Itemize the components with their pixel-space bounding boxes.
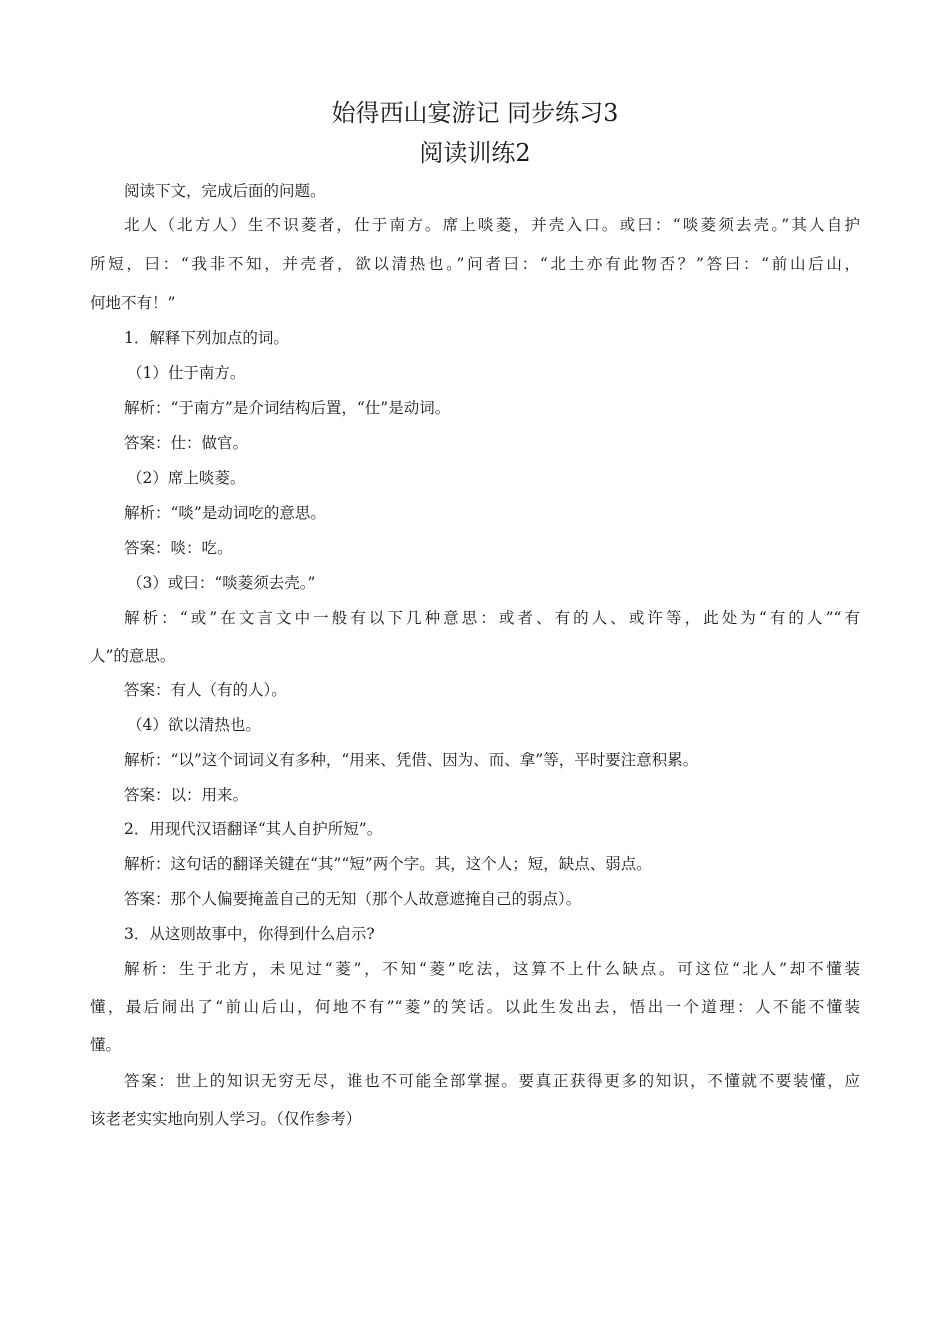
sub-question-line: （1）仕于南方。 (127, 364, 246, 382)
passage-line: 何地不有！” (90, 294, 176, 312)
sub-question-line: （2）席上啖菱。 (127, 469, 246, 487)
instruction-line: 阅读下文，完成后面的问题。 (124, 182, 326, 200)
passage-line: 所短，曰：“我非不知，并壳者，欲以清热也。”问者曰：“北土亦有此物否？”答曰：“前山后山， (90, 255, 860, 273)
analysis-line: 解析：“啖”是动词吃的意思。 (124, 504, 326, 522)
question-line: 2．用现代汉语翻译“其人自护所短”。 (124, 820, 383, 838)
answer-line: 答案：那个人偏要掩盖自己的无知（那个人故意遮掩自己的弱点）。 (124, 890, 582, 908)
document-subtitle: 阅读训练2 (419, 139, 531, 167)
answer-line: 答案：有人（有的人）。 (124, 681, 287, 699)
passage-line: 北人（北方人）生不识菱者，仕于南方。席上啖菱，并壳入口。或曰：“啖菱须去壳。”其人自护 (124, 216, 860, 234)
sub-question-line: （4）欲以清热也。 (127, 716, 261, 734)
answer-line: 答案：以：用来。 (124, 786, 249, 804)
answer-line: 答案：仕：做官。 (124, 434, 249, 452)
analysis-line: 解析：“以”这个词词义有多种，“用来、凭借、因为、而、拿”等，平时要注意积累。 (124, 751, 699, 769)
analysis-line: 解析：“于南方”是介词结构后置，“仕”是动词。 (124, 399, 451, 417)
analysis-line: 懂。 (90, 1036, 122, 1054)
document-title: 始得西山宴游记 同步练习3 (331, 99, 619, 127)
question-line: 3．从这则故事中，你得到什么启示? (124, 925, 375, 943)
answer-line: 答案：啖：吃。 (124, 539, 233, 557)
analysis-line: 人”的意思。 (90, 647, 176, 665)
analysis-line: 解析：生于北方，未见过“菱”，不知“菱”吃法，这算不上什么缺点。可这位“北人”却不懂装 (124, 960, 860, 978)
analysis-line: 解析：“或”在文言文中一般有以下几种意思：或者、有的人、或许等，此处为“有的人”“有 (124, 609, 860, 627)
analysis-line: 解析：这句话的翻译关键在“其”“短”两个字。其，这个人；短，缺点、弱点。 (124, 855, 652, 873)
question-line: 1．解释下列加点的词。 (124, 329, 289, 347)
sub-question-line: （3）或曰：“啖菱须去壳。” (127, 574, 316, 592)
answer-line: 该老老实实地向别人学习。（仅作参考） (90, 1110, 362, 1128)
analysis-line: 懂，最后闹出了“前山后山，何地不有”“菱”的笑话。以此生发出去，悟出一个道理：人不能不懂装 (90, 998, 860, 1016)
answer-line: 答案：世上的知识无穷无尽，谁也不可能全部掌握。要真正获得更多的知识，不懂就不要装懂，应 (124, 1072, 860, 1090)
